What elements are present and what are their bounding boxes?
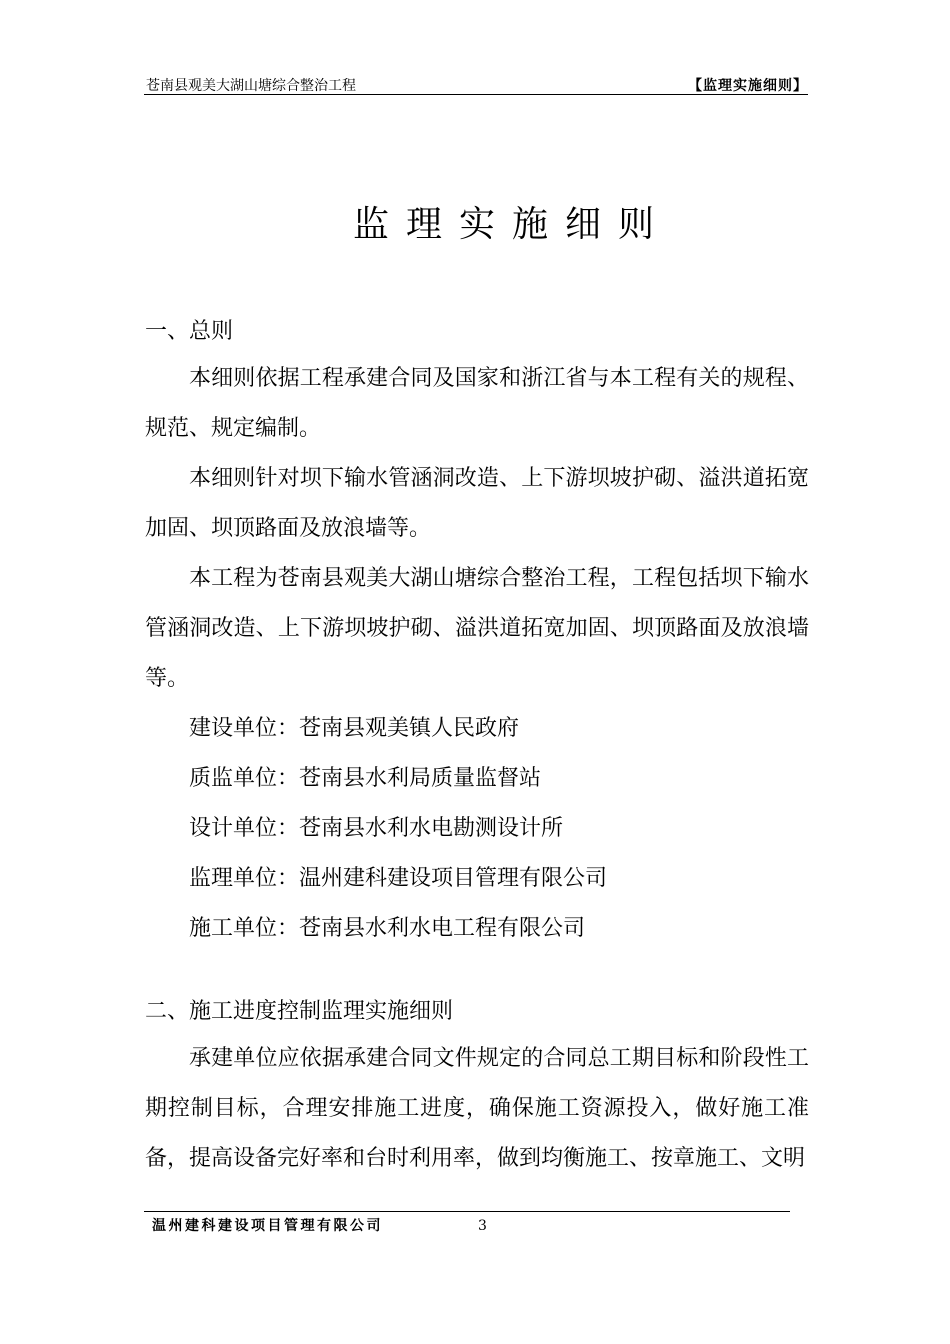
paragraph: 本细则针对坝下输水管涵洞改造、上下游坝坡护砌、溢洪道拓宽加固、坝顶路面及放浪墙等。 xyxy=(145,466,809,541)
document-title: 监理实施细则 xyxy=(352,204,671,245)
header-rule xyxy=(144,94,808,95)
section-heading-progress: 二、施工进度控制监理实施细则 xyxy=(145,999,454,1024)
header-doc-tag: 【监理实施细则】 xyxy=(688,78,808,94)
paragraph: 本工程为苍南县观美大湖山塘综合整治工程，工程包括坝下输水管涵洞改造、上下游坝坡护砌、溢洪道拓宽加固、坝顶路面及放浪墙等。 xyxy=(145,566,809,691)
header-project-name: 苍南县观美大湖山塘综合整治工程 xyxy=(146,78,356,94)
section-gap xyxy=(145,954,809,990)
unit-line-contractor: 施工单位：苍南县水利水电工程有限公司 xyxy=(189,916,586,941)
paragraph: 承建单位应依据承建合同文件规定的合同总工期目标和阶段性工期控制目标，合理安排施工进度，确保施工资源投入，做好施工准备，提高设备完好率和台时利用率，做到均衡施工、按章施工、文明 xyxy=(145,1046,809,1171)
unit-line-supervision: 监理单位：温州建科建设项目管理有限公司 xyxy=(189,866,608,891)
unit-line-construction: 建设单位：苍南县观美镇人民政府 xyxy=(189,716,520,741)
unit-line-design: 设计单位：苍南县水利水电勘测设计所 xyxy=(189,816,564,841)
page-number: 3 xyxy=(478,1218,487,1234)
paragraph: 本细则依据工程承建合同及国家和浙江省与本工程有关的规程、规范、规定编制。 xyxy=(145,366,809,441)
footer-rule xyxy=(144,1211,790,1212)
unit-line-quality: 质监单位：苍南县水利局质量监督站 xyxy=(189,766,542,791)
footer-company: 温州建科建设项目管理有限公司 xyxy=(152,1218,383,1234)
section-heading-general: 一、总则 xyxy=(145,319,234,344)
document-body xyxy=(145,310,809,1184)
